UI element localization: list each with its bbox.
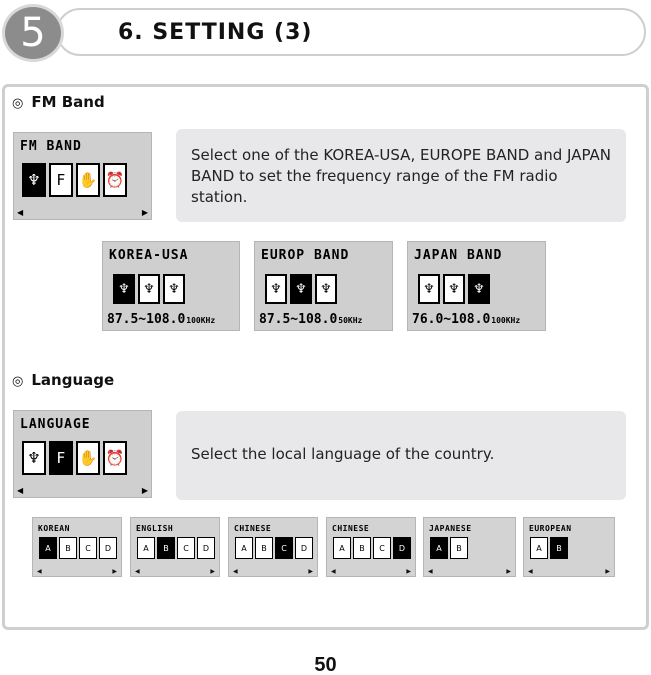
- language-menu-screen: [13, 410, 152, 498]
- lcd-title: ENGLISH: [136, 524, 174, 533]
- lcd-title: JAPAN BAND: [414, 248, 503, 263]
- radio-antenna-icon: ♆: [22, 163, 46, 197]
- language-glyph-icon: B: [550, 537, 568, 559]
- fm-band-menu-screen: [13, 132, 152, 220]
- fm-band-heading-text: FM Band: [31, 93, 105, 111]
- language-glyph-icon: B: [157, 537, 175, 559]
- japan-band-screen: [407, 241, 546, 331]
- alarm-clock-icon: ⏰: [103, 163, 127, 197]
- europe-band-screen: [254, 241, 393, 331]
- language-glyph-icon: A: [430, 537, 448, 559]
- language-glyph-icon: B: [450, 537, 468, 559]
- lcd-title: JAPANESE: [429, 524, 472, 533]
- hand-icon: ✋: [76, 163, 100, 197]
- language-glyph-icon: C: [79, 537, 97, 559]
- lcd-title: KOREA-USA: [109, 248, 189, 263]
- language-glyph-icon: A: [530, 537, 548, 559]
- language-glyph-icon: B: [255, 537, 273, 559]
- language-option-chinese-2: CHINESE A B C D ◀ ▶: [326, 517, 416, 577]
- radio-antenna-icon: ♆: [163, 274, 185, 304]
- chapter-badge: 5: [2, 4, 64, 62]
- radio-antenna-icon: ♆: [443, 274, 465, 304]
- language-glyph-icon: D: [295, 537, 313, 559]
- left-arrow-icon: ◀: [17, 486, 24, 495]
- language-glyph-icon: D: [197, 537, 215, 559]
- language-glyph-icon: B: [59, 537, 77, 559]
- lcd-title: CHINESE: [332, 524, 370, 533]
- language-option-english: ENGLISH A B C D ◀ ▶: [130, 517, 220, 577]
- fm-band-heading: [12, 93, 105, 111]
- radio-antenna-icon: ♆: [138, 274, 160, 304]
- frequency-range: 87.5~108.050KHz: [259, 312, 363, 327]
- frequency-range: 76.0~108.0100KHz: [412, 312, 521, 327]
- language-glyph-icon: C: [177, 537, 195, 559]
- title-bar: [56, 8, 646, 56]
- language-glyph-icon: C: [373, 537, 391, 559]
- frequency-range: 87.5~108.0100KHz: [107, 312, 216, 327]
- language-glyph-icon: A: [235, 537, 253, 559]
- bullet-icon: ◎: [12, 96, 24, 111]
- left-arrow-icon: ◀: [17, 208, 24, 217]
- language-description: Select the local language of the country.: [176, 411, 626, 500]
- radio-antenna-icon: ♆: [113, 274, 135, 304]
- right-arrow-icon: ▶: [141, 486, 148, 495]
- alarm-clock-icon: ⏰: [103, 441, 127, 475]
- lcd-title: FM BAND: [20, 139, 82, 154]
- korea-usa-screen: [102, 241, 240, 331]
- lcd-title: EUROPEAN: [529, 524, 572, 533]
- lcd-title: EUROP BAND: [261, 248, 350, 263]
- page-title: 6. SETTING (3): [118, 20, 313, 45]
- fm-band-description: Select one of the KOREA-USA, EUROPE BAND and JAPAN BAND to set the frequency range of the FM radio station.: [176, 129, 626, 222]
- language-heading-text: Language: [31, 371, 115, 389]
- language-glyph-icon: D: [393, 537, 411, 559]
- language-glyph-icon: A: [39, 537, 57, 559]
- language-heading: [12, 371, 114, 389]
- radio-antenna-icon: ♆: [290, 274, 312, 304]
- language-glyph-icon: C: [275, 537, 293, 559]
- font-icon: F: [49, 163, 73, 197]
- radio-antenna-icon: ♆: [22, 441, 46, 475]
- lcd-title: CHINESE: [234, 524, 272, 533]
- radio-antenna-icon: ♆: [315, 274, 337, 304]
- language-option-korean: KOREAN A B C D ◀ ▶: [32, 517, 122, 577]
- language-glyph-icon: A: [333, 537, 351, 559]
- language-option-japanese: JAPANESE A B ◀ ▶: [423, 517, 516, 577]
- bullet-icon: ◎: [12, 374, 24, 389]
- hand-icon: ✋: [76, 441, 100, 475]
- language-glyph-icon: A: [137, 537, 155, 559]
- lcd-title: LANGUAGE: [20, 417, 91, 432]
- lcd-title: KOREAN: [38, 524, 70, 533]
- language-glyph-icon: D: [99, 537, 117, 559]
- page-number: 50: [314, 654, 337, 675]
- language-option-chinese-1: CHINESE A B C D ◀ ▶: [228, 517, 318, 577]
- radio-antenna-icon: ♆: [468, 274, 490, 304]
- right-arrow-icon: ▶: [141, 208, 148, 217]
- language-option-european: EUROPEAN A B ◀ ▶: [523, 517, 615, 577]
- radio-antenna-icon: ♆: [265, 274, 287, 304]
- radio-antenna-icon: ♆: [418, 274, 440, 304]
- font-icon: F: [49, 441, 73, 475]
- language-glyph-icon: B: [353, 537, 371, 559]
